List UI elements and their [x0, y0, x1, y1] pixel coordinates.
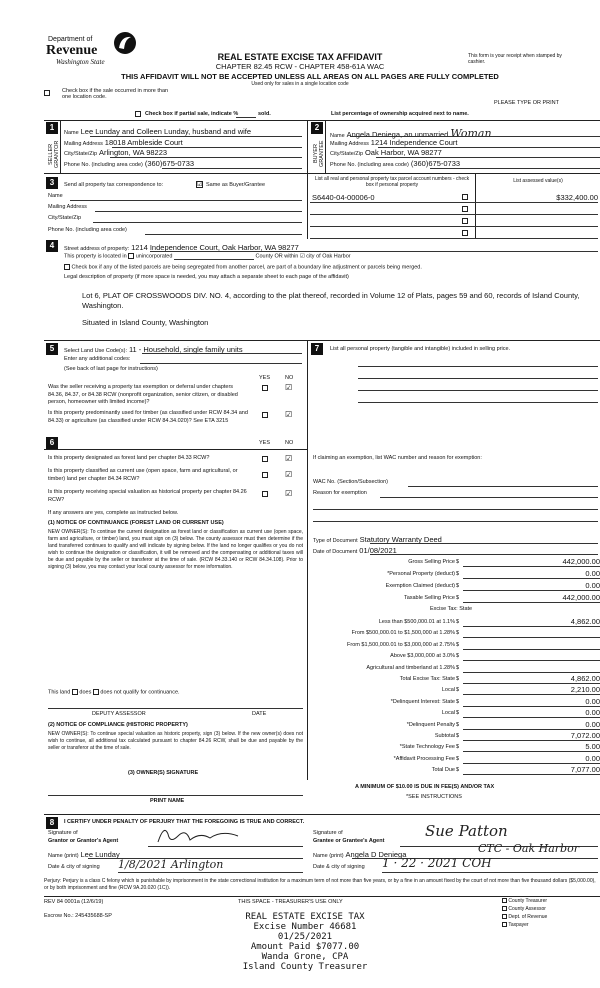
- rule: [95, 211, 302, 212]
- s6-q1-no-checked[interactable]: ☑: [285, 454, 293, 463]
- dollar-sign: $: [456, 676, 460, 682]
- seller-phone: (360)675-0733: [144, 159, 195, 168]
- partial-sale-label: Check box if partial sale, indicate %: [145, 111, 239, 117]
- see-back-label: (See back of last page for instructions): [64, 366, 158, 372]
- stamp-line: 01/25/2021: [277, 932, 333, 942]
- s6-q2-no-checked[interactable]: ☑: [285, 470, 293, 479]
- rule: [313, 521, 598, 522]
- excise-state-label: Excise Tax: State: [430, 606, 473, 612]
- dollar-sign: $: [456, 619, 460, 625]
- rule: [358, 402, 598, 403]
- tax-row: [313, 557, 600, 568]
- s3-address-label: Mailing Address: [48, 204, 87, 210]
- does-label: does: [79, 689, 92, 696]
- doc-type: Statutory Warranty Deed: [359, 535, 442, 544]
- treasurer-stamp: [220, 912, 390, 972]
- dollar-sign: $: [456, 653, 460, 660]
- tax-row-label: Total Due: [431, 767, 455, 774]
- s6-question-1: Is this property designated as forest land per chapter 84.33 RCW?: [48, 455, 210, 461]
- grantor-date-city: 1/8/2021 Arlington: [118, 858, 224, 871]
- additional-codes-label: Enter any additional codes:: [64, 356, 131, 362]
- dollar-sign: $: [456, 755, 460, 762]
- grantee-name-label: Name (print): [313, 853, 344, 859]
- seller-city-label: City/State/Zip: [64, 151, 98, 157]
- form-number: REV 84 0001a (12/6/19): [44, 899, 104, 905]
- parcel-pp-checkbox[interactable]: [462, 206, 468, 212]
- segregated-row: [64, 264, 599, 270]
- buyer-name: Angela Deniega, an unmarried: [346, 130, 449, 139]
- buyer-name-label: Name: [330, 133, 345, 139]
- tax-row-label: Less than $500,000.01 at 1.1%: [378, 619, 455, 625]
- distribution-checkbox[interactable]: [502, 898, 507, 903]
- same-as-checkbox-checked[interactable]: ☑: [197, 182, 203, 188]
- minimum-due: A MINIMUM OF $10.00 IS DUE IN FEE(S) AND/OR TAX: [355, 784, 495, 790]
- rule: [380, 497, 598, 498]
- buyer-city-label: City/State/Zip: [330, 151, 364, 157]
- assessed-header: List assessed value(s): [513, 178, 563, 184]
- grantee-agent-label: Grantee or Grantee's Agent: [313, 838, 385, 844]
- dor-logo: [46, 30, 146, 70]
- rule: [140, 363, 302, 364]
- rule: [148, 846, 303, 847]
- buyer-address-row: [330, 138, 600, 147]
- buyer-address-label: Mailing Address: [330, 141, 369, 147]
- seller-city: Arlington, WA 98223: [98, 148, 168, 157]
- tax-row-label: *State Technology Fee: [399, 744, 455, 751]
- rule: [307, 340, 308, 780]
- doc-type-label: Type of Document: [313, 538, 358, 544]
- exemption-label: If claiming an exemption, list WAC number and reason for exemption:: [313, 455, 482, 461]
- city-of-label: city of Oak Harbor: [306, 253, 351, 260]
- s5-q2-no-checked[interactable]: ☑: [285, 410, 293, 419]
- rule: [48, 708, 303, 709]
- grantor-name-label: Name (print): [48, 853, 79, 859]
- tax-row: [313, 674, 600, 685]
- dollar-sign: $: [456, 687, 460, 694]
- rule: [142, 353, 302, 354]
- form-subtitle: CHAPTER 82.45 RCW - CHAPTER 458-61A WAC: [215, 62, 385, 71]
- grantor-sig-label: Signature of: [48, 830, 78, 836]
- certify-statement: I CERTIFY UNDER PENALTY OF PERJURY THAT THE FOREGOING IS TRUE AND CORRECT.: [64, 819, 305, 825]
- rule: [44, 173, 600, 174]
- rule: [310, 214, 598, 215]
- s6-q3-no-checked[interactable]: ☑: [285, 489, 293, 498]
- dollar-sign: $: [456, 698, 460, 705]
- tax-row-label: Taxable Selling Price: [403, 595, 455, 601]
- land-use-label: Select Land Use Code(s):: [64, 348, 127, 354]
- tax-row-label: Subtotal: [434, 733, 455, 739]
- reason-label: Reason for exemption: [313, 490, 367, 496]
- tax-row-amount: [463, 663, 600, 673]
- parcel-pp-checkbox[interactable]: [462, 230, 468, 236]
- rule: [313, 509, 598, 510]
- s6-yes-header: YES: [259, 440, 271, 446]
- rule: [325, 120, 326, 173]
- distribution-label: County Assessor: [508, 906, 546, 912]
- tax-row: [313, 617, 600, 628]
- tax-row-amount: [463, 628, 600, 638]
- rule: [376, 157, 600, 158]
- s5-question-1: Was the seller receiving a property tax exemption or deferral under chapters 84.36, 84.37, or 84.38 RCW (nonprofit organization, senior citizen, or disabled person, homeowner with limited income)?: [48, 384, 238, 405]
- county-or-label: County OR within: [255, 253, 299, 260]
- tax-row-label: Agricultural and timberland at 1.28%: [366, 664, 455, 671]
- rule: [475, 173, 476, 239]
- parcel-pp-checkbox[interactable]: [462, 194, 468, 200]
- section-7-number: 7: [311, 343, 323, 355]
- grantor-name: Lee Lunday: [80, 850, 120, 859]
- tax-row-amount: 0.00: [463, 581, 600, 591]
- s5-q1-no-checked[interactable]: ☑: [285, 383, 293, 392]
- buyer-city-row: [330, 148, 600, 157]
- s6-q3-yes[interactable]: [262, 491, 268, 497]
- distribution-label: Dept. of Revenue: [508, 914, 548, 920]
- buyer-address: 1214 Independence Court: [370, 138, 458, 147]
- see-instructions: *SEE INSTRUCTIONS: [406, 794, 462, 800]
- rule: [118, 872, 303, 873]
- s6-q2-yes[interactable]: [262, 472, 268, 478]
- dollar-sign: $: [456, 595, 460, 601]
- grantor-agent-label: Grantor or Grantor's Agent: [48, 838, 119, 844]
- tax-row: [313, 697, 600, 708]
- distribution-checkbox[interactable]: [502, 906, 507, 911]
- rule: [358, 390, 598, 391]
- rule: [307, 173, 308, 239]
- tax-row-label: Above $3,000,000 at 3.0%: [390, 653, 455, 660]
- tax-row-label: From $1,500,000.01 to $3,000,000 at 2.75%: [347, 641, 455, 648]
- form-title: REAL ESTATE EXCISE TAX AFFIDAVIT: [217, 52, 383, 62]
- s6-if-any: If any answers are yes, complete as instructed below.: [48, 510, 179, 516]
- seller-side-label: SELLER GRANTOR: [48, 140, 60, 168]
- tax-row-amount: 442,000.00: [463, 557, 600, 567]
- section-8-number: 8: [46, 817, 58, 829]
- tax-row-amount: 0.00: [463, 754, 600, 764]
- notice-2-text: NEW OWNER(S): To continue special valuation as historic property, sign (3) below. If the new owner(s) does not wish to continue, all additional tax calculated pursuant to chapter 84.26 RCW, shall be due and payable by the seller or transferor at the time of sale.: [48, 731, 303, 751]
- seller-address-row: [64, 138, 302, 147]
- rule: [358, 378, 598, 379]
- tax-row: [313, 731, 600, 742]
- notice-2-title: (2) NOTICE OF COMPLIANCE (HISTORIC PROPERTY): [48, 722, 188, 728]
- seller-name-label: Name: [64, 130, 79, 136]
- rule: [310, 238, 598, 239]
- section-6-number: 6: [46, 437, 58, 449]
- tax-row-amount: 5.00: [463, 742, 600, 752]
- tax-row: [313, 720, 600, 731]
- rule: [93, 222, 302, 223]
- rule: [382, 872, 598, 873]
- assessed-value: $332,400.00: [556, 193, 598, 202]
- legal-desc-label: Legal description of property (if more space is needed, you may attach a separate sheet to each page of the affidavit): [64, 274, 349, 280]
- located-row: [64, 253, 594, 260]
- buyer-city: Oak Harbor, WA 98277: [364, 148, 442, 157]
- s5-q1-yes[interactable]: [262, 385, 268, 391]
- dollar-sign: $: [456, 721, 460, 728]
- city-checkbox-checked[interactable]: ☑: [299, 253, 305, 260]
- section-2-number: 2: [311, 122, 323, 134]
- parcel-pp-checkbox[interactable]: [462, 218, 468, 224]
- buyer-phone-label: Phone No. (including area code): [330, 162, 409, 168]
- tax-row-amount: 0.00: [463, 720, 600, 730]
- deputy-date-label: DATE: [252, 711, 267, 717]
- deputy-assessor-label: DEPUTY ASSESSOR: [92, 711, 146, 717]
- distribution-check-item[interactable]: [502, 921, 547, 929]
- section-5-number: 5: [46, 343, 58, 355]
- parcel-header: List all real and personal property tax parcel account numbers - check box if personal property: [314, 176, 470, 188]
- grantee-signature: Sue Patton: [425, 822, 508, 840]
- seller-name: Lee Lunday and Colleen Lunday, husband and wife: [80, 127, 252, 136]
- send-correspondence-label: Send all property tax correspondence to:: [64, 182, 164, 188]
- escrow-number: Escrow No.: 245435688-SP: [44, 913, 112, 919]
- county-line: [174, 253, 254, 260]
- notice-1-title: (1) NOTICE OF CONTINUANCE (FOREST LAND OR CURRENT USE): [48, 520, 224, 526]
- rule: [310, 226, 598, 227]
- does-not-checkbox[interactable]: [93, 689, 99, 695]
- segregated-checkbox[interactable]: [64, 264, 70, 270]
- s3-phone-label: Phone No. (including area code): [48, 227, 127, 233]
- dollar-sign: $: [456, 710, 460, 717]
- s6-question-2: Is this property classified as current use (open space, farm and agricultural, or timber) land per chapter 84.34 RCW?: [48, 468, 238, 482]
- dor-swirl-icon: [112, 30, 138, 56]
- qualify-row: [48, 689, 180, 695]
- distribution-checkbox[interactable]: [502, 914, 507, 919]
- s6-question-3: Is this property receiving special valuation as historical property per chapter 84.26 RCW?: [48, 489, 247, 503]
- tax-row-amount: 7,077.00: [463, 765, 600, 775]
- tax-row: [313, 628, 600, 639]
- same-as-label: Same as Buyer/Grantee: [206, 182, 266, 188]
- stamp-line: REAL ESTATE EXCISE TAX: [245, 912, 365, 922]
- section-3-number: 3: [46, 177, 58, 189]
- distribution-checklist: [502, 897, 547, 929]
- rule: [350, 136, 600, 137]
- stamp-line: Amount Paid $7077.00: [250, 942, 360, 952]
- rule: [44, 814, 600, 815]
- print-name-label: PRINT NAME: [150, 798, 185, 804]
- tax-row-amount: 2,210.00: [463, 685, 600, 695]
- sold-label: sold.: [258, 111, 271, 117]
- dollar-sign: $: [456, 767, 460, 774]
- seller-address: 18018 Ambleside Court: [104, 138, 183, 147]
- notice-1-text: NEW OWNER(S): To continue the current designation as forest land or classification as current use (open space, farm and agriculture, or timber) land, you must sign on (3) below. The county assessor must then determine if the land transferred continues to qualify and will indicate by signing below. If the land no longer qualifies or you do not wish to continue the designation or classification, it will be removed and the compensating or additional taxes will be due and payable by the seller or transferor at the time of sale. (RCW 84.33.140 or RCW 84.34.108). Prior to signing (3) below, you may contact your local county assessor for more information.: [48, 529, 303, 570]
- buyer-side-label: BUYER GRANTEE: [313, 140, 325, 168]
- dept-line1: Department of: [48, 36, 93, 43]
- rule: [110, 157, 302, 158]
- seller-address-label: Mailing Address: [64, 141, 103, 147]
- rule: [44, 120, 600, 121]
- rule: [60, 120, 61, 173]
- tax-row-amount: 442,000.00: [463, 593, 600, 603]
- distribution-checkbox[interactable]: [502, 922, 507, 927]
- stamp-line: Island County Treasurer: [242, 962, 368, 972]
- land-use-code: 11 - Household, single family units: [128, 345, 243, 354]
- rule: [430, 168, 600, 169]
- located-label: This property is located in: [64, 253, 127, 260]
- receipt-note: This form is your receipt when stamped by cashier.: [468, 53, 562, 65]
- s3-city-label: City/State/Zip: [48, 215, 82, 221]
- tax-row-label: Gross Selling Price: [408, 559, 455, 565]
- rule: [90, 136, 302, 137]
- dept-line2: Revenue: [46, 43, 98, 58]
- rule: [162, 168, 302, 169]
- seller-phone-row: [64, 159, 302, 168]
- rule: [370, 543, 598, 544]
- tax-row-label: Local: [441, 710, 455, 717]
- distribution-check-item[interactable]: [502, 897, 547, 905]
- tax-row-amount: 0.00: [463, 569, 600, 579]
- segregated-label: Check box if any of the listed parcels are being segregated from another parcel, are part of a boundary line adjustment or parcels being merged.: [71, 264, 422, 271]
- please-type: PLEASE TYPE OR PRINT: [494, 100, 560, 106]
- s6-no-header: NO: [285, 440, 294, 446]
- does-checkbox[interactable]: [72, 689, 78, 695]
- grantee-sig-label: Signature of: [313, 830, 343, 836]
- parcel-number: S6440-04-00006-0: [312, 193, 375, 202]
- tax-row-amount: 4,862.00: [463, 617, 600, 627]
- tax-row-label: *Delinquent Interest: State: [390, 698, 455, 705]
- partial-sale-checkbox[interactable]: [135, 111, 141, 117]
- qualify-label: This land: [48, 689, 71, 696]
- dollar-sign: $: [456, 583, 460, 589]
- rule: [150, 251, 598, 252]
- rule: [44, 449, 307, 450]
- dollar-sign: $: [456, 744, 460, 751]
- tax-row: [313, 765, 600, 776]
- tax-row-amount: [463, 651, 600, 661]
- seller-city-row: [64, 148, 302, 157]
- s3-name-label: Name: [48, 193, 63, 199]
- stamp-line: Excise Number 46681: [253, 922, 357, 932]
- unincorporated-label: unincorporated: [135, 253, 173, 260]
- rule: [48, 795, 303, 796]
- dept-line3: Washington State: [56, 58, 105, 66]
- tax-row: [313, 663, 600, 674]
- dollar-sign: $: [456, 641, 460, 648]
- tax-row: [313, 651, 600, 662]
- dollar-sign: $: [456, 664, 460, 671]
- rule: [70, 200, 302, 201]
- tax-row-label: From $500,000.01 to $1,500,000 at 1.28%: [351, 630, 455, 637]
- tax-row: [313, 685, 600, 696]
- s6-q1-yes[interactable]: [262, 456, 268, 462]
- unincorporated-checkbox[interactable]: [128, 253, 134, 259]
- tax-row-label: Local: [441, 687, 455, 694]
- tax-row-label: *Affidavit Processing Fee: [393, 755, 455, 762]
- distribution-check-item[interactable]: [502, 905, 547, 913]
- grantor-signature-image: [150, 822, 250, 848]
- tax-row: [313, 569, 600, 580]
- seller-name-row: [64, 127, 302, 136]
- buyer-name-handwritten: Woman: [450, 127, 492, 140]
- rule: [408, 486, 598, 487]
- warning-banner: THIS AFFIDAVIT WILL NOT BE ACCEPTED UNLESS ALL AREAS ON ALL PAGES ARE FULLY COMPLETED: [121, 72, 499, 81]
- tax-row-amount: 7,072.00: [463, 731, 600, 741]
- grantee-date-city-label: Date & city of signing: [313, 864, 365, 870]
- dollar-sign: $: [456, 630, 460, 637]
- street-address: 1214 Independence Court, Oak Harbor, WA 98277: [131, 243, 299, 252]
- rule: [358, 366, 598, 367]
- rule: [310, 202, 598, 203]
- partial-sale-pct: [236, 111, 256, 118]
- tax-row-amount: 4,862.00: [463, 674, 600, 684]
- tax-row-label: Exemption Claimed (deduct): [385, 583, 455, 589]
- seller-phone-label: Phone No. (including area code): [64, 162, 143, 168]
- wac-label: WAC No. (Section/Subsection): [313, 479, 388, 485]
- doc-date: 01/08/2021: [359, 546, 397, 555]
- buyer-phone-row: [330, 159, 600, 168]
- doc-date-label: Date of Document: [313, 549, 358, 555]
- dollar-sign: $: [456, 733, 460, 739]
- tax-row-amount: [463, 640, 600, 650]
- street-label: Street address of property:: [64, 246, 130, 252]
- dollar-sign: $: [456, 571, 460, 577]
- tax-row-amount: 0.00: [463, 697, 600, 707]
- tax-row: [313, 581, 600, 592]
- grantor-date-city-label: Date & city of signing: [48, 864, 100, 870]
- perjury-notice: Perjury: Perjury is a class C felony which is punishable by imprisonment in the state correctional institution for a maximum term of not more than five years, or by a fine in an amount fixed by the court of not more than five thousand dollars ($5,000.00), or by both imprisonment and fine (RCW 9A.20.020 (1C)).: [44, 878, 596, 891]
- s5-no-header: NO: [285, 375, 294, 381]
- distribution-label: Taxpayer: [508, 922, 529, 928]
- multi-location-checkbox[interactable]: [44, 90, 50, 96]
- rule: [145, 234, 302, 235]
- distribution-label: County Treasurer: [508, 898, 548, 904]
- grantee-date-city: 1 · 22 · 2021 COH: [382, 856, 492, 870]
- dollar-sign: $: [456, 559, 460, 565]
- rule: [307, 120, 308, 173]
- distribution-check-item[interactable]: [502, 913, 547, 921]
- treasurer-use-only: THIS SPACE - TREASURER'S USE ONLY: [238, 899, 343, 905]
- rule: [44, 340, 600, 341]
- grantee-agency: CTC - Oak Harbor: [478, 842, 579, 855]
- s5-question-2: Is this property predominantly used for timber (as classified under RCW 84.34 and 84.33) or agriculture (as classified under RCW 84.34.020)? See ETA 3215: [48, 410, 248, 424]
- used-only-note: Used only for sales in a single location code: [251, 81, 349, 87]
- tax-row: [313, 593, 600, 604]
- tax-row: [313, 754, 600, 765]
- s5-yes-header: YES: [259, 375, 271, 381]
- tax-row-label: *Personal Property (deduct): [387, 571, 455, 577]
- tax-row: [313, 708, 600, 719]
- rule: [370, 554, 598, 555]
- tax-row: [313, 640, 600, 651]
- section-1-number: 1: [46, 122, 58, 134]
- tax-row: [313, 742, 600, 753]
- multi-location-label: Check box if the sale occurred in more than one location code.: [62, 88, 169, 100]
- tax-row-label: *Delinquent Penalty: [406, 721, 455, 728]
- section-4-number: 4: [46, 240, 58, 252]
- buyer-phone: (360)675-0733: [410, 159, 461, 168]
- grantee-name: Angela D Deniega: [345, 850, 407, 859]
- legal-situated: Situated in Island County, Washington: [82, 318, 209, 327]
- tax-row-label: Total Excise Tax: State: [399, 676, 455, 682]
- s5-q2-yes[interactable]: [262, 412, 268, 418]
- legal-description: Lot 6, PLAT OF CROSSWOODS DIV. NO. 4, according to the plat thereof, recorded in Volume 12 of Plats, pages 59 and 60, records of Island County, Washington.: [82, 291, 580, 310]
- list-pct-label: List percentage of ownership acquired next to name.: [331, 111, 469, 117]
- personal-property-label: List all personal property (tangible and intangible) included in selling price.: [330, 346, 511, 352]
- stamp-line: Wanda Grone, CPA: [261, 952, 349, 962]
- owner-signature-label: (3) OWNER(S) SIGNATURE: [128, 770, 199, 776]
- tax-row-amount: 0.00: [463, 708, 600, 718]
- does-not-label: does not qualify for continuance.: [100, 689, 180, 696]
